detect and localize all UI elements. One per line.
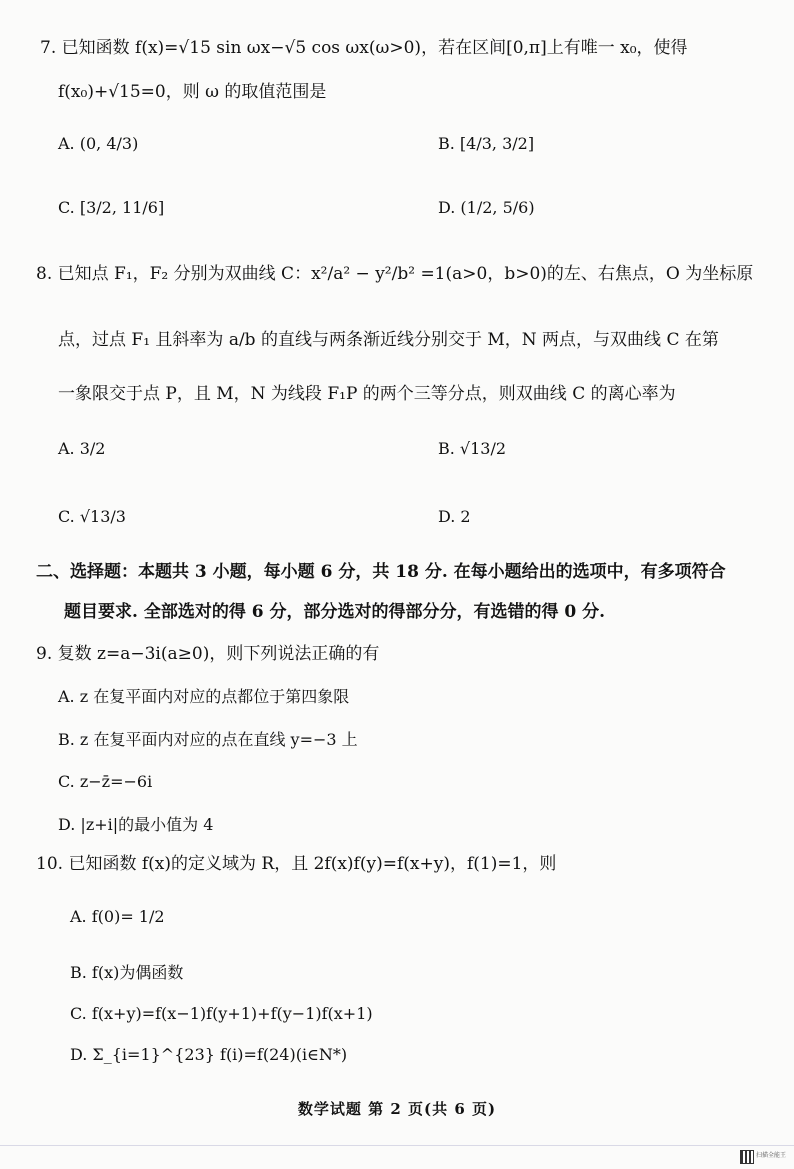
scanner-watermark: 扫描全能王	[756, 1152, 787, 1159]
q7-stem-line2: f(x₀)+√15=0，则 ω 的取值范围是	[58, 82, 327, 102]
footer-divider	[0, 1145, 794, 1146]
q10-option-c: C. f(x+y)=f(x−1)f(y+1)+f(y−1)f(x+1)	[70, 1004, 373, 1023]
section2-heading-line2: 题目要求. 全部选对的得 6 分，部分选对的得部分分，有选错的得 0 分.	[64, 602, 606, 622]
q8-option-d: D. 2	[438, 507, 471, 526]
q8-stem-line3: 一象限交于点 P，且 M，N 为线段 F₁P 的两个三等分点，则双曲线 C 的离心率为	[58, 384, 676, 404]
q7-stem-line1: 7. 已知函数 f(x)=√15 sin ωx−√5 cos ωx(ω>0)，若在区间[0,π]上有唯一 x₀，使得	[40, 38, 688, 58]
q8-option-c: C. √13/3	[58, 507, 126, 526]
q9-option-c: C. z−z̄=−6i	[58, 772, 153, 791]
q9-option-d: D. |z+i|的最小值为 4	[58, 815, 214, 834]
qr-code-icon	[740, 1150, 754, 1164]
q8-option-a: A. 3/2	[58, 439, 106, 458]
q8-stem-line1: 8. 已知点 F₁，F₂ 分别为双曲线 C：x²/a² − y²/b² =1(a>0，b>0)的左、右焦点，O 为坐标原	[36, 264, 754, 284]
q10-option-d: D. Σ_{i=1}^{23} f(i)=f(24)(i∈N*)	[70, 1045, 348, 1064]
section2-heading-line1: 二、选择题：本题共 3 小题，每小题 6 分，共 18 分. 在每小题给出的选项中，有多项符合	[36, 562, 726, 582]
q7-option-b: B. [4/3, 3/2]	[438, 134, 535, 153]
q8-option-b: B. √13/2	[438, 439, 507, 458]
q9-option-a: A. z 在复平面内对应的点都位于第四象限	[58, 687, 350, 706]
q7-option-c: C. [3/2, 11/6]	[58, 198, 165, 217]
page-footer: 数学试题 第 2 页(共 6 页)	[297, 1100, 497, 1118]
q7-option-d: D. (1/2, 5/6)	[438, 198, 535, 217]
q10-option-b: B. f(x)为偶函数	[70, 963, 184, 982]
q10-stem: 10. 已知函数 f(x)的定义域为 R，且 2f(x)f(y)=f(x+y)，f(1)=1，则	[36, 854, 557, 874]
q7-option-a: A. (0, 4/3)	[58, 134, 139, 153]
q9-option-b: B. z 在复平面内对应的点在直线 y=−3 上	[58, 730, 358, 749]
q8-stem-line2: 点，过点 F₁ 且斜率为 a/b 的直线与两条渐近线分别交于 M，N 两点，与双曲线 C 在第	[58, 330, 719, 350]
q10-option-a: A. f(0)= 1/2	[70, 907, 165, 926]
q9-stem: 9. 复数 z=a−3i(a≥0)，则下列说法正确的有	[36, 644, 380, 664]
